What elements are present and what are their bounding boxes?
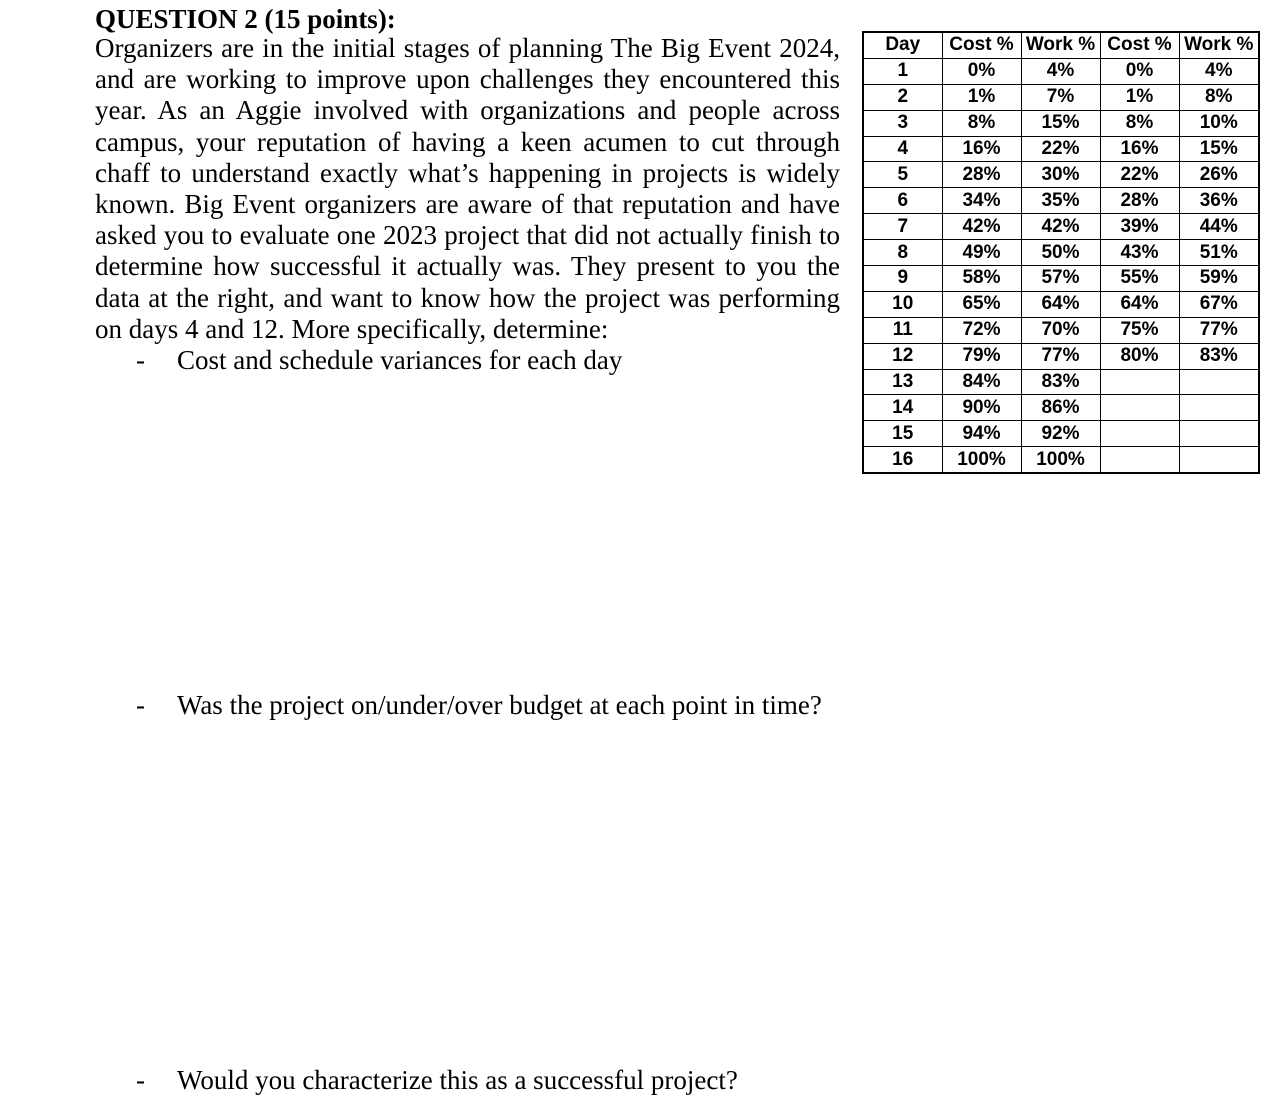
- percent-cell: 83%: [1021, 369, 1100, 395]
- table-row: [863, 421, 1259, 447]
- day-cell: 7: [863, 214, 942, 240]
- percent-cell: 79%: [942, 343, 1021, 369]
- header-cost-planned: Cost %: [942, 32, 1021, 58]
- day-cell: 6: [863, 188, 942, 214]
- percent-cell: 0%: [942, 58, 1021, 84]
- percent-cell: 39%: [1100, 214, 1179, 240]
- percent-cell: 15%: [1179, 136, 1259, 162]
- bullet-text: Would you characterize this as a successful project?: [177, 1065, 738, 1095]
- table-row: [863, 110, 1259, 136]
- percent-cell: 8%: [1179, 84, 1259, 110]
- percent-cell: 70%: [1021, 317, 1100, 343]
- percent-cell: 94%: [942, 421, 1021, 447]
- percent-cell: 57%: [1021, 266, 1100, 292]
- percent-cell: 72%: [942, 317, 1021, 343]
- percent-cell: 15%: [1021, 110, 1100, 136]
- percent-cell: [1100, 369, 1179, 395]
- table-row: [863, 214, 1259, 240]
- percent-cell: 43%: [1100, 240, 1179, 266]
- day-cell: 15: [863, 421, 942, 447]
- percent-cell: 26%: [1179, 162, 1259, 188]
- percent-cell: 22%: [1021, 136, 1100, 162]
- bullet-text: Cost and schedule variances for each day: [177, 345, 623, 375]
- percent-cell: 50%: [1021, 240, 1100, 266]
- bullet-text: Was the project on/under/over budget at each point in time?: [177, 690, 822, 720]
- percent-cell: 65%: [942, 291, 1021, 317]
- percent-cell: 1%: [942, 84, 1021, 110]
- table-header-row: [863, 32, 1259, 58]
- percent-cell: [1100, 421, 1179, 447]
- percent-cell: 22%: [1100, 162, 1179, 188]
- day-cell: 4: [863, 136, 942, 162]
- percent-cell: 30%: [1021, 162, 1100, 188]
- day-cell: 16: [863, 447, 942, 473]
- percent-cell: [1100, 447, 1179, 473]
- day-cell: 3: [863, 110, 942, 136]
- table-row: [863, 266, 1259, 292]
- percent-cell: 86%: [1021, 395, 1100, 421]
- percent-cell: 4%: [1179, 58, 1259, 84]
- percent-cell: 16%: [942, 136, 1021, 162]
- percent-cell: 80%: [1100, 343, 1179, 369]
- percent-cell: 28%: [942, 162, 1021, 188]
- percent-cell: 92%: [1021, 421, 1100, 447]
- percent-cell: [1179, 395, 1259, 421]
- percent-cell: 42%: [942, 214, 1021, 240]
- percent-cell: 55%: [1100, 266, 1179, 292]
- day-cell: 13: [863, 369, 942, 395]
- percent-cell: 51%: [1179, 240, 1259, 266]
- percent-cell: 35%: [1021, 188, 1100, 214]
- table-row: [863, 369, 1259, 395]
- table-row: [863, 240, 1259, 266]
- percent-cell: 90%: [942, 395, 1021, 421]
- percent-cell: 0%: [1100, 58, 1179, 84]
- percent-cell: 4%: [1021, 58, 1100, 84]
- table-row: [863, 136, 1259, 162]
- percent-cell: 49%: [942, 240, 1021, 266]
- day-cell: 8: [863, 240, 942, 266]
- percent-cell: 100%: [1021, 447, 1100, 473]
- percent-cell: 100%: [942, 447, 1021, 473]
- percent-cell: 8%: [942, 110, 1021, 136]
- table-row: [863, 395, 1259, 421]
- bullet-dash: -: [136, 690, 145, 720]
- bullet-dash: -: [136, 345, 145, 375]
- table-row: [863, 84, 1259, 110]
- day-cell: 9: [863, 266, 942, 292]
- percent-cell: [1179, 447, 1259, 473]
- header-day: Day: [863, 32, 942, 58]
- percent-cell: 84%: [942, 369, 1021, 395]
- percent-cell: [1179, 421, 1259, 447]
- header-work-planned: Work %: [1021, 32, 1100, 58]
- header-work-actual: Work %: [1179, 32, 1259, 58]
- question-title: QUESTION 2 (15 points):: [95, 4, 396, 34]
- project-data-table: [862, 31, 1260, 474]
- percent-cell: 58%: [942, 266, 1021, 292]
- percent-cell: 75%: [1100, 317, 1179, 343]
- percent-cell: 28%: [1100, 188, 1179, 214]
- table-row: [863, 317, 1259, 343]
- percent-cell: 34%: [942, 188, 1021, 214]
- day-cell: 1: [863, 58, 942, 84]
- table-row: [863, 291, 1259, 317]
- day-cell: 2: [863, 84, 942, 110]
- day-cell: 10: [863, 291, 942, 317]
- percent-cell: 7%: [1021, 84, 1100, 110]
- table-body: [863, 58, 1259, 473]
- day-cell: 12: [863, 343, 942, 369]
- day-cell: 11: [863, 317, 942, 343]
- percent-cell: 59%: [1179, 266, 1259, 292]
- table-row: [863, 188, 1259, 214]
- percent-cell: 36%: [1179, 188, 1259, 214]
- percent-cell: 64%: [1100, 291, 1179, 317]
- day-cell: 5: [863, 162, 942, 188]
- percent-cell: [1100, 395, 1179, 421]
- percent-cell: 1%: [1100, 84, 1179, 110]
- question-paragraph: Organizers are in the initial stages of planning The Big Event 2024, and are working to improve upon challenges they encountered this year. As an Aggie involved with organizations and people across campus, your reputation of having a keen acumen to cut through chaff to understand exactly what’s happening in projects is widely known. Big Event organizers are aware of that reputation and have asked you to evaluate one 2023 project that did not actually finish to determine how successful it actually was. They present to you the data at the right, and want to know how the project was performing on days 4 and 12. More specifically, determine:: [95, 33, 840, 344]
- percent-cell: 44%: [1179, 214, 1259, 240]
- table-row: [863, 58, 1259, 84]
- percent-cell: 10%: [1179, 110, 1259, 136]
- bullet-dash: -: [136, 1065, 145, 1095]
- percent-cell: 83%: [1179, 343, 1259, 369]
- percent-cell: [1179, 369, 1259, 395]
- percent-cell: 42%: [1021, 214, 1100, 240]
- header-cost-actual: Cost %: [1100, 32, 1179, 58]
- table-row: [863, 447, 1259, 473]
- percent-cell: 77%: [1021, 343, 1100, 369]
- percent-cell: 64%: [1021, 291, 1100, 317]
- day-cell: 14: [863, 395, 942, 421]
- table-row: [863, 343, 1259, 369]
- percent-cell: 67%: [1179, 291, 1259, 317]
- table-row: [863, 162, 1259, 188]
- percent-cell: 16%: [1100, 136, 1179, 162]
- percent-cell: 8%: [1100, 110, 1179, 136]
- percent-cell: 77%: [1179, 317, 1259, 343]
